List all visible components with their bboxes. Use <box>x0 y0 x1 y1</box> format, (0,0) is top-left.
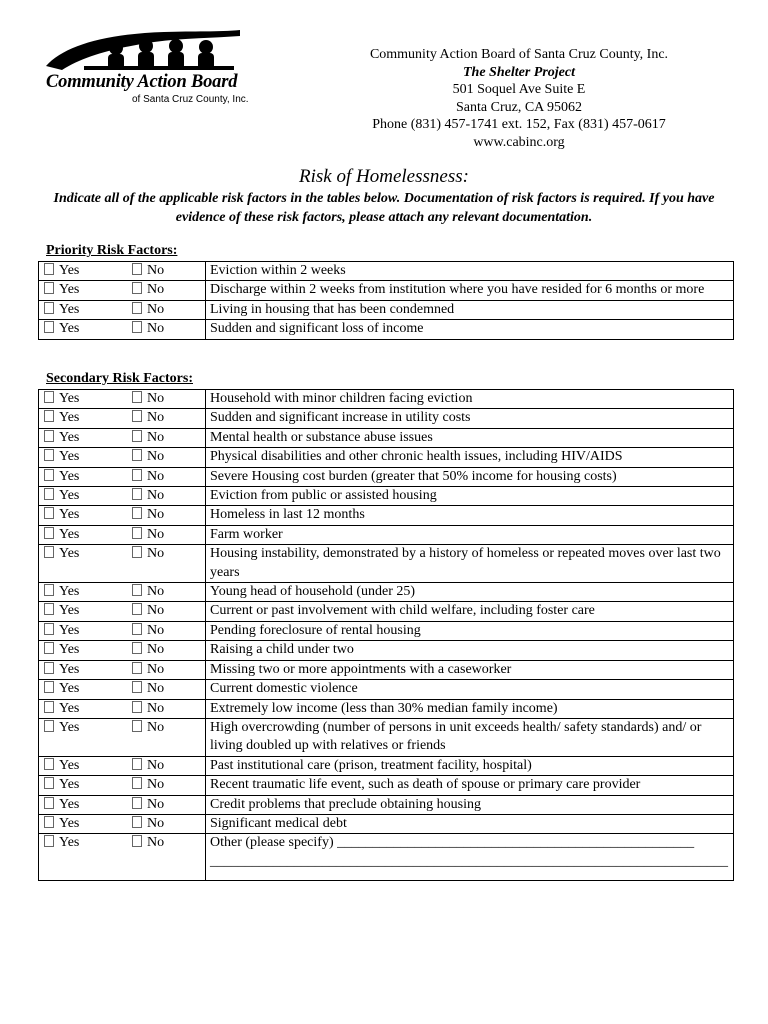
yes-label: Yes <box>59 263 80 278</box>
no-checkbox-icon[interactable] <box>132 603 142 615</box>
no-option[interactable] <box>132 758 164 773</box>
yes-checkbox-icon[interactable] <box>44 321 54 333</box>
yes-checkbox-icon[interactable] <box>44 701 54 713</box>
yes-option[interactable] <box>44 468 132 486</box>
risk-factor-label: Farm worker <box>206 525 734 544</box>
risk-factor-label: Discharge within 2 weeks from institution where you have resided for 6 months or more <box>206 281 734 300</box>
no-option[interactable] <box>132 282 164 297</box>
no-option[interactable] <box>132 584 164 599</box>
no-label: No <box>147 488 165 504</box>
yes-label: Yes <box>59 507 80 523</box>
yes-label: Yes <box>59 526 80 542</box>
yes-label: Yes <box>59 681 80 697</box>
yes-label: Yes <box>59 282 80 298</box>
no-option[interactable] <box>132 681 164 696</box>
yes-option[interactable] <box>44 757 132 775</box>
no-checkbox-icon[interactable] <box>132 302 142 314</box>
no-checkbox-icon[interactable] <box>132 430 142 442</box>
yes-label: Yes <box>59 584 80 600</box>
yes-no-options <box>39 814 206 833</box>
address-line-1: 501 Soquel Ave Suite E <box>452 82 586 98</box>
no-label: No <box>147 700 165 716</box>
yes-label: Yes <box>59 719 80 735</box>
no-checkbox-icon[interactable] <box>132 623 142 635</box>
yes-checkbox-icon[interactable] <box>44 662 54 674</box>
yes-checkbox-icon[interactable] <box>44 263 54 275</box>
yes-option[interactable] <box>44 390 132 408</box>
no-checkbox-icon[interactable] <box>132 282 142 294</box>
no-option[interactable] <box>132 720 164 735</box>
yes-label: Yes <box>59 642 80 658</box>
risk-factor-row <box>39 583 734 602</box>
yes-option[interactable] <box>44 622 132 640</box>
no-label: No <box>147 584 165 600</box>
no-option[interactable] <box>132 835 164 850</box>
yes-option[interactable] <box>44 526 132 544</box>
yes-label: Yes <box>59 700 80 716</box>
yes-label: Yes <box>59 777 80 793</box>
risk-factor-label: Young head of household (under 25) <box>206 583 734 602</box>
risk-factor-row <box>39 467 734 486</box>
risk-factor-label: Significant medical debt <box>206 814 734 833</box>
yes-no-options <box>39 621 206 640</box>
yes-no-options <box>39 467 206 486</box>
secondary-heading: Secondary Risk Factors: <box>46 371 193 386</box>
yes-checkbox-icon[interactable] <box>44 835 54 847</box>
yes-no-options <box>39 583 206 602</box>
no-label: No <box>147 468 165 484</box>
yes-label: Yes <box>59 391 80 406</box>
yes-option[interactable] <box>44 700 132 718</box>
yes-no-options <box>39 545 206 583</box>
org-name: Community Action Board of Santa Cruz County, Inc. <box>369 47 669 62</box>
yes-no-options <box>39 834 206 881</box>
no-option[interactable] <box>132 662 164 677</box>
yes-checkbox-icon[interactable] <box>44 488 54 500</box>
yes-option[interactable] <box>44 320 132 338</box>
yes-option[interactable] <box>44 429 132 447</box>
yes-no-options <box>39 756 206 775</box>
yes-option[interactable] <box>44 796 132 814</box>
yes-checkbox-icon[interactable] <box>44 623 54 635</box>
phone-fax: Phone (831) 457-1741 ext. 152, Fax (831) 457-0617 <box>372 117 666 133</box>
no-checkbox-icon[interactable] <box>132 701 142 713</box>
yes-no-options <box>39 300 206 319</box>
people-silhouette-icon <box>44 26 244 72</box>
yes-checkbox-icon[interactable] <box>44 681 54 693</box>
no-option[interactable] <box>132 430 164 445</box>
yes-checkbox-icon[interactable] <box>44 546 54 558</box>
yes-no-options <box>39 525 206 544</box>
no-label: No <box>147 321 165 337</box>
risk-factor-row <box>39 660 734 679</box>
risk-factor-row <box>39 699 734 718</box>
risk-factor-label: Current domestic violence <box>206 680 734 699</box>
no-checkbox-icon[interactable] <box>132 662 142 674</box>
yes-label: Yes <box>59 488 80 504</box>
risk-factor-row <box>39 756 734 775</box>
no-checkbox-icon[interactable] <box>132 797 142 809</box>
yes-checkbox-icon[interactable] <box>44 391 54 403</box>
yes-label: Yes <box>59 468 80 484</box>
no-checkbox-icon[interactable] <box>132 449 142 461</box>
no-label: No <box>147 796 165 812</box>
risk-factor-label: Homeless in last 12 months <box>206 506 734 525</box>
yes-label: Yes <box>59 321 80 337</box>
yes-checkbox-icon[interactable] <box>44 469 54 481</box>
risk-factor-label: Sudden and significant increase in utility costs <box>206 409 734 428</box>
yes-option[interactable] <box>44 262 132 280</box>
no-label: No <box>147 449 165 465</box>
yes-no-options <box>39 718 206 756</box>
yes-label: Yes <box>59 815 80 831</box>
yes-option[interactable] <box>44 815 132 833</box>
yes-option[interactable] <box>44 719 132 737</box>
no-checkbox-icon[interactable] <box>132 642 142 654</box>
priority-risk-table <box>38 261 734 340</box>
yes-no-options <box>39 262 206 281</box>
no-option[interactable] <box>132 410 164 425</box>
risk-factor-row <box>39 262 734 281</box>
no-checkbox-icon[interactable] <box>132 835 142 847</box>
no-label: No <box>147 526 165 542</box>
yes-checkbox-icon[interactable] <box>44 816 54 828</box>
yes-checkbox-icon[interactable] <box>44 430 54 442</box>
yes-checkbox-icon[interactable] <box>44 449 54 461</box>
risk-factor-row <box>39 300 734 319</box>
no-checkbox-icon[interactable] <box>132 321 142 333</box>
project-name: The Shelter Project <box>463 64 575 80</box>
risk-factor-label: Raising a child under two <box>206 641 734 660</box>
priority-heading: Priority Risk Factors: <box>46 243 178 258</box>
no-label: No <box>147 429 165 445</box>
no-checkbox-icon[interactable] <box>132 758 142 770</box>
yes-no-options <box>39 660 206 679</box>
yes-option[interactable] <box>44 409 132 427</box>
risk-factor-row <box>39 545 734 583</box>
risk-factor-row <box>39 621 734 640</box>
risk-factor-row <box>39 718 734 756</box>
risk-factor-label: Severe Housing cost burden (greater that 50% income for housing costs) <box>206 467 734 486</box>
risk-factor-label: Housing instability, demonstrated by a history of homeless or repeated moves over last two years <box>206 545 734 583</box>
yes-checkbox-icon[interactable] <box>44 777 54 789</box>
no-checkbox-icon[interactable] <box>132 391 142 403</box>
no-label: No <box>147 757 165 773</box>
yes-label: Yes <box>59 546 80 562</box>
risk-factor-row <box>39 525 734 544</box>
no-label: No <box>147 622 165 638</box>
yes-checkbox-icon[interactable] <box>44 410 54 422</box>
risk-factor-label: Extremely low income (less than 30% median family income) <box>206 699 734 718</box>
no-checkbox-icon[interactable] <box>132 527 142 539</box>
no-label: No <box>147 391 165 406</box>
yes-option[interactable] <box>44 641 132 659</box>
risk-factor-row <box>39 390 734 409</box>
risk-factor-label: Physical disabilities and other chronic health issues, including HIV/AIDS <box>206 448 734 467</box>
no-checkbox-icon[interactable] <box>132 469 142 481</box>
organization-contact <box>330 46 708 152</box>
yes-checkbox-icon[interactable] <box>44 584 54 596</box>
other-factor-field[interactable] <box>206 834 734 881</box>
no-option[interactable] <box>132 642 164 657</box>
yes-label: Yes <box>59 410 80 426</box>
no-option[interactable] <box>132 546 164 561</box>
yes-option[interactable] <box>44 602 132 620</box>
yes-option[interactable] <box>44 506 132 524</box>
risk-factor-row <box>39 641 734 660</box>
no-label: No <box>147 282 165 298</box>
yes-option[interactable] <box>44 448 132 466</box>
yes-no-options <box>39 680 206 699</box>
yes-option[interactable] <box>44 583 132 601</box>
yes-no-options <box>39 776 206 795</box>
no-label: No <box>147 301 165 317</box>
instructions: Indicate all of the applicable risk factors in the tables below. Documentation of risk factors is required. If you have evidence of these risk factors, please attach any relevant documentation. <box>53 191 715 225</box>
logo-name: Community Action Board <box>46 72 238 92</box>
risk-factor-row <box>39 448 734 467</box>
no-label: No <box>147 507 165 523</box>
logo-subtitle: of Santa Cruz County, Inc. <box>132 94 249 105</box>
no-label: No <box>147 603 165 619</box>
no-label: No <box>147 410 165 426</box>
yes-no-options <box>39 487 206 506</box>
no-checkbox-icon[interactable] <box>132 584 142 596</box>
risk-factor-label: Pending foreclosure of rental housing <box>206 621 734 640</box>
page-title: Risk of Homelessness: <box>299 166 469 187</box>
no-option[interactable] <box>132 449 164 464</box>
yes-label: Yes <box>59 757 80 773</box>
no-label: No <box>147 642 165 658</box>
yes-checkbox-icon[interactable] <box>44 642 54 654</box>
yes-no-options <box>39 281 206 300</box>
no-checkbox-icon[interactable] <box>132 488 142 500</box>
yes-label: Yes <box>59 301 80 317</box>
no-checkbox-icon[interactable] <box>132 720 142 732</box>
organization-logo <box>40 26 255 110</box>
no-label: No <box>147 815 165 831</box>
risk-factor-label: Credit problems that preclude obtaining housing <box>206 795 734 814</box>
yes-option[interactable] <box>44 776 132 794</box>
yes-no-options <box>39 409 206 428</box>
yes-checkbox-icon[interactable] <box>44 507 54 519</box>
risk-factor-row <box>39 409 734 428</box>
no-option[interactable] <box>132 603 164 618</box>
risk-factor-row <box>39 795 734 814</box>
yes-option[interactable] <box>44 834 132 852</box>
no-checkbox-icon[interactable] <box>132 507 142 519</box>
no-label: No <box>147 546 165 562</box>
yes-no-options <box>39 699 206 718</box>
yes-option[interactable] <box>44 301 132 319</box>
no-option[interactable] <box>132 623 164 638</box>
risk-factor-row <box>39 776 734 795</box>
risk-factor-row <box>39 814 734 833</box>
yes-option[interactable] <box>44 487 132 505</box>
yes-no-options <box>39 390 206 409</box>
risk-factor-label: Eviction from public or assisted housing <box>206 487 734 506</box>
website: www.cabinc.org <box>473 134 565 150</box>
no-option[interactable] <box>132 321 164 336</box>
risk-factor-label: Sudden and significant loss of income <box>206 320 734 339</box>
yes-checkbox-icon[interactable] <box>44 603 54 615</box>
yes-option[interactable] <box>44 680 132 698</box>
no-option[interactable] <box>132 527 164 542</box>
secondary-risk-table <box>38 389 734 881</box>
no-option[interactable] <box>132 302 164 317</box>
yes-no-options <box>39 795 206 814</box>
risk-factor-label: Living in housing that has been condemned <box>206 300 734 319</box>
risk-factor-row <box>39 680 734 699</box>
yes-checkbox-icon[interactable] <box>44 758 54 770</box>
yes-no-options <box>39 320 206 339</box>
risk-factor-row <box>39 320 734 339</box>
risk-factor-label: Household with minor children facing eviction <box>206 390 734 409</box>
no-checkbox-icon[interactable] <box>132 777 142 789</box>
no-checkbox-icon[interactable] <box>132 681 142 693</box>
yes-label: Yes <box>59 603 80 619</box>
no-option[interactable] <box>132 816 164 831</box>
no-option[interactable] <box>132 797 164 812</box>
yes-label: Yes <box>59 661 80 677</box>
yes-label: Yes <box>59 449 80 465</box>
no-option[interactable] <box>132 507 164 522</box>
yes-option[interactable] <box>44 545 132 563</box>
yes-checkbox-icon[interactable] <box>44 302 54 314</box>
no-label: No <box>147 835 165 851</box>
yes-checkbox-icon[interactable] <box>44 797 54 809</box>
yes-label: Yes <box>59 429 80 445</box>
yes-label: Yes <box>59 796 80 812</box>
yes-no-options <box>39 428 206 447</box>
yes-option[interactable] <box>44 281 132 299</box>
risk-factor-row <box>39 602 734 621</box>
no-label: No <box>147 263 165 278</box>
risk-factor-label: Recent traumatic life event, such as death of spouse or primary care provider <box>206 776 734 795</box>
yes-option[interactable] <box>44 661 132 679</box>
other-factor-row <box>39 834 734 881</box>
yes-no-options <box>39 506 206 525</box>
other-specify-line[interactable]: __________________________________________________________________________ <box>210 853 728 869</box>
no-option[interactable] <box>132 701 164 716</box>
other-specify-label: Other (please specify) ___________________________________________________ <box>210 835 695 851</box>
no-option[interactable] <box>132 263 164 278</box>
no-option[interactable] <box>132 391 164 406</box>
no-label: No <box>147 777 165 793</box>
risk-factor-label: Mental health or substance abuse issues <box>206 428 734 447</box>
no-checkbox-icon[interactable] <box>132 263 142 275</box>
risk-factor-row <box>39 506 734 525</box>
risk-factor-label: High overcrowding (number of persons in unit exceeds health/ safety standards) and/ or living doubled up with relatives or friends <box>206 718 734 756</box>
yes-checkbox-icon[interactable] <box>44 282 54 294</box>
yes-checkbox-icon[interactable] <box>44 720 54 732</box>
address-line-2: Santa Cruz, CA 95062 <box>456 99 582 115</box>
no-label: No <box>147 681 165 697</box>
no-checkbox-icon[interactable] <box>132 410 142 422</box>
risk-factor-label: Missing two or more appointments with a caseworker <box>206 660 734 679</box>
risk-factor-row <box>39 428 734 447</box>
yes-no-options <box>39 448 206 467</box>
no-option[interactable] <box>132 488 164 503</box>
no-label: No <box>147 719 165 735</box>
risk-factor-row <box>39 281 734 300</box>
risk-factor-row <box>39 487 734 506</box>
no-option[interactable] <box>132 469 164 484</box>
yes-label: Yes <box>59 835 80 851</box>
yes-label: Yes <box>59 622 80 638</box>
risk-factor-label: Current or past involvement with child welfare, including foster care <box>206 602 734 621</box>
no-option[interactable] <box>132 777 164 792</box>
yes-no-options <box>39 602 206 621</box>
no-checkbox-icon[interactable] <box>132 816 142 828</box>
no-checkbox-icon[interactable] <box>132 546 142 558</box>
yes-no-options <box>39 641 206 660</box>
risk-factor-label: Eviction within 2 weeks <box>206 262 734 281</box>
risk-factor-label: Past institutional care (prison, treatment facility, hospital) <box>206 756 734 775</box>
no-label: No <box>147 661 165 677</box>
yes-checkbox-icon[interactable] <box>44 527 54 539</box>
